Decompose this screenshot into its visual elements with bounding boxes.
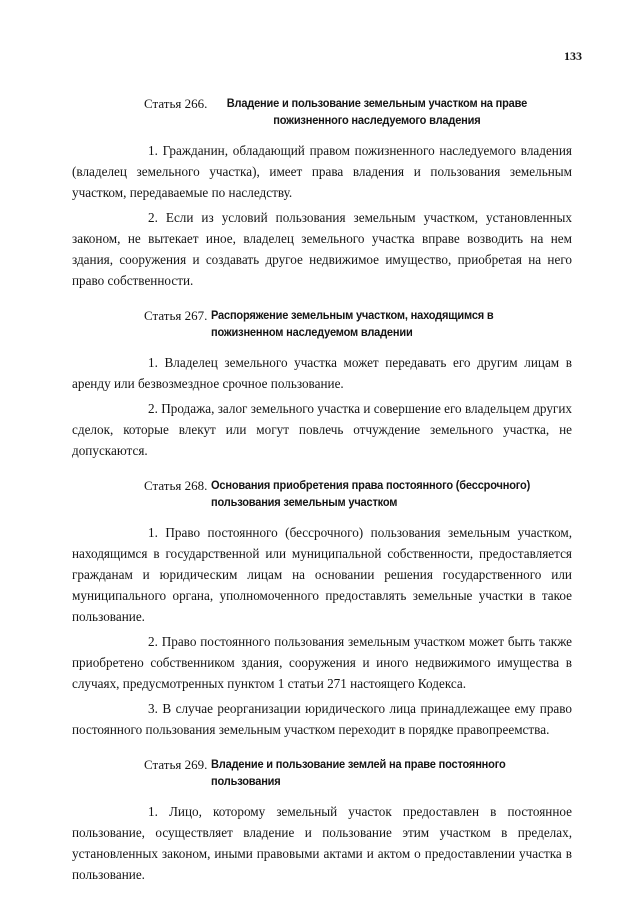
article-number: Статья 268. [144,478,208,493]
paragraph: 1. Владелец земельного участка может передавать его другим лицам в аренду или безвозмездное срочное пользование. [72,355,572,391]
paragraph: 2. Право постоянного пользования земельным участком может быть также приобретено собственником здания, сооружения и иного недвижимого имущества в случаях, предусмотренных пунктом 1 статьи 271 настоящего Кодекса. [72,634,572,691]
article-heading [72,95,572,129]
page-content [72,95,572,901]
article-title: Основания приобретения права постоянного (бессрочного) пользования земельным участком [211,478,531,509]
article-heading [72,307,572,341]
paragraph: 2. Продажа, залог земельного участка и совершение его владельцем других сделок, которые влекут или могут повлечь отчуждение земельного участка, не допускаются. [72,401,572,458]
article-267 [72,307,572,461]
article-268 [72,477,572,740]
article-title: Распоряжение земельным участком, находящимся в пожизненном наследуемом владении [211,308,494,339]
paragraph: 2. Если из условий пользования земельным участком, установленных законом, не вытекает иное, владелец земельного участка вправе возводить на нем здания, сооружения и создавать другое недвижимое имущество, приобретая на него право собственности. [72,210,572,288]
paragraph: 1. Лицо, которому земельный участок предоставлен в постоянное пользование, осуществляет владение и пользование этим участком в пределах, установленных законом, иными правовыми актами и актом о предоставлении участка в пользование. [72,804,572,882]
page-number: 133 [564,49,582,63]
article-number: Статья 267. [144,308,208,323]
article-269 [72,756,572,885]
paragraph: 3. В случае реорганизации юридического лица принадлежащее ему право постоянного пользования земельным участком переходит в порядке правопреемства. [72,701,572,737]
paragraph: 1. Право постоянного (бессрочного) пользования земельным участком, находящимся в государственной или муниципальной собственности, предоставляется гражданам и юридическим лицам на основании решения государственного или муниципального органа, уполномоченного предоставлять земельные участки в такое пользование. [72,525,572,624]
article-266 [72,95,572,291]
article-title: Владение и пользование земельным участком на праве пожизненного наследуемого владения [227,96,528,127]
paragraph: 1. Гражданин, обладающий правом пожизненного наследуемого владения (владелец земельного участка), имеет права владения и пользования земельным участком, передаваемые по наследству. [72,143,572,200]
article-heading [72,477,572,511]
article-heading [72,756,572,790]
article-number: Статья 266. [144,96,208,111]
article-title: Владение и пользование землей на праве постоянного пользования [211,757,506,788]
article-number: Статья 269. [144,757,208,772]
